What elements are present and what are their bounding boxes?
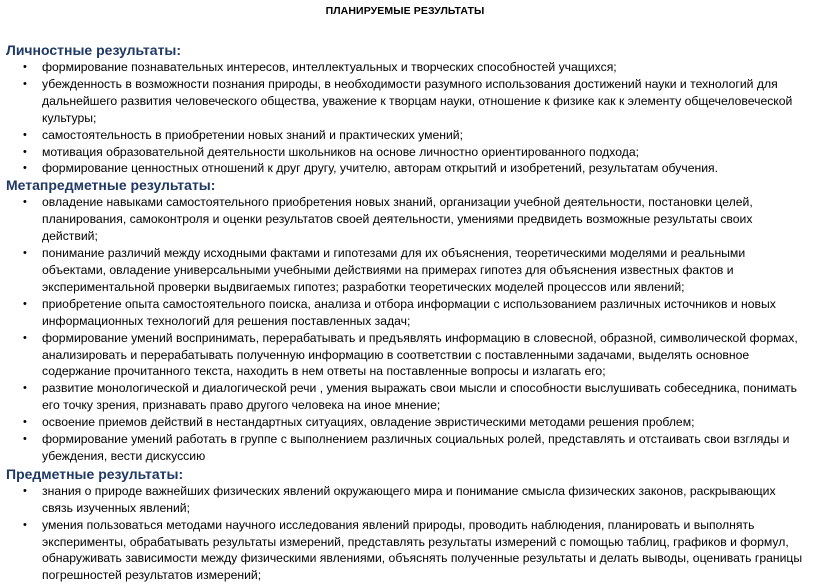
bullet-icon: • bbox=[23, 145, 27, 158]
bullet-icon: • bbox=[23, 416, 27, 429]
list-item bbox=[6, 144, 804, 161]
page-title: ПЛАНИРУЕМЫЕ РЕЗУЛЬТАТЫ bbox=[325, 5, 485, 17]
bullet-list bbox=[6, 194, 804, 465]
list-item bbox=[6, 127, 804, 144]
list-item-text: освоение приемов действий в нестандартных ситуациях, овладение эвристическими методами решения проблем; bbox=[42, 415, 695, 430]
list-item-text: умения пользоваться методами научного исследования явлений природы, проводить наблюдения, планировать и выполнять эксперименты, обрабатывать результаты измерений, представлять результаты измерений с помощью таблиц, графиков и формул, обнаруживать зависимости между физическими явлениями, объяснять полученные результаты и делать выводы, оценивать границы погрешностей результатов измерений; bbox=[42, 517, 803, 583]
bullet-icon: • bbox=[23, 484, 27, 497]
bullet-icon: • bbox=[23, 128, 27, 141]
bullet-icon: • bbox=[23, 196, 27, 209]
list-item bbox=[6, 517, 804, 584]
bullet-icon: • bbox=[23, 162, 27, 175]
bullet-icon: • bbox=[23, 297, 27, 310]
list-item bbox=[6, 76, 804, 127]
list-item bbox=[6, 194, 804, 245]
section-personal-results bbox=[6, 42, 804, 177]
bullet-icon: • bbox=[23, 247, 27, 260]
list-item bbox=[6, 431, 804, 465]
list-item-text: убежденность в возможности познания природы, в необходимости разумного использования достижений науки и технологий для дальнейшего развития человеческого общества, уважение к творцам науки, отношение к физике как к элементу общечеловеческой культуры; bbox=[42, 76, 793, 125]
list-item-text: формирование умений работать в группе с выполнением различных социальных ролей, представлять и отстаивать свои взгляды и убеждения, вести дискуссию bbox=[42, 432, 790, 463]
section-heading: Предметные результаты: bbox=[6, 465, 184, 482]
list-item bbox=[6, 380, 804, 414]
list-item-text: формирование познавательных интересов, интеллектуальных и творческих способностей учащихся; bbox=[42, 60, 617, 74]
bullet-icon: • bbox=[23, 518, 27, 531]
section-metasubject-results bbox=[6, 177, 804, 465]
bullet-icon: • bbox=[23, 433, 27, 446]
bullet-icon: • bbox=[23, 77, 27, 90]
list-item-text: развитие монологической и диалогической речи , умения выражать свои мысли и способности выслушивать собеседника, понимать его точку зрения, признавать право другого человека на иное мнение; bbox=[42, 381, 797, 413]
list-item-text: формирование умений воспринимать, перерабатывать и предъявлять информацию в словесной, образной, символической формах, анализировать и перерабатывать полученную информацию в соответствии с поставленными задачами, выделять основное содержание прочитанного текста, находить в нем ответы на поставленные вопросы и излагать его; bbox=[42, 330, 798, 379]
section-heading: Личностные результаты: bbox=[6, 42, 182, 58]
bullet-list bbox=[6, 59, 804, 177]
bullet-list bbox=[6, 483, 804, 584]
bullet-icon: • bbox=[23, 382, 27, 395]
list-item bbox=[6, 414, 804, 431]
bullet-icon: • bbox=[23, 61, 27, 73]
list-item bbox=[6, 330, 804, 381]
bullet-icon: • bbox=[23, 331, 27, 344]
list-item-text: приобретение опыта самостоятельного поиска, анализа и отбора информации с использованием различных источников и новых информационных технологий для решения поставленных задач; bbox=[42, 296, 776, 328]
section-subject-results bbox=[6, 466, 804, 584]
list-item-text: знания о природе важнейших физических явлений окружающего мира и понимание смысла физических законов, раскрывающих связь изученных явлений; bbox=[42, 483, 776, 515]
list-item bbox=[6, 483, 804, 517]
list-item bbox=[6, 59, 804, 76]
list-item bbox=[6, 245, 804, 296]
list-item-text: овладение навыками самостоятельного приобретения новых знаний, организации учебной деятельности, постановки целей, планирования, самоконтроля и оценки результатов своей деятельности, умениями предвидеть возможные результаты своих действий; bbox=[42, 195, 753, 244]
list-item-text: понимание различий между исходными фактами и гипотезами для их объяснения, теоретическими моделями и реальными объектами, овладение универсальными учебными действиями на примерах гипотез для объяснения известных фактов и экспериментальной проверки выдвигаемых гипотез; разработки теоретических моделей процессов или явлений; bbox=[42, 246, 746, 294]
list-item-text: формирование ценностных отношений к друг другу, учителю, авторам открытий и изобретений, результатам обучения. bbox=[42, 161, 718, 176]
list-item-text: мотивация образовательной деятельности школьников на основе личностно ориентированного подхода; bbox=[42, 144, 640, 159]
list-item bbox=[6, 160, 804, 177]
list-item bbox=[6, 296, 804, 330]
section-heading: Метапредметные результаты: bbox=[6, 177, 216, 194]
list-item-text: самостоятельность в приобретении новых знаний и практических умений; bbox=[42, 127, 464, 142]
